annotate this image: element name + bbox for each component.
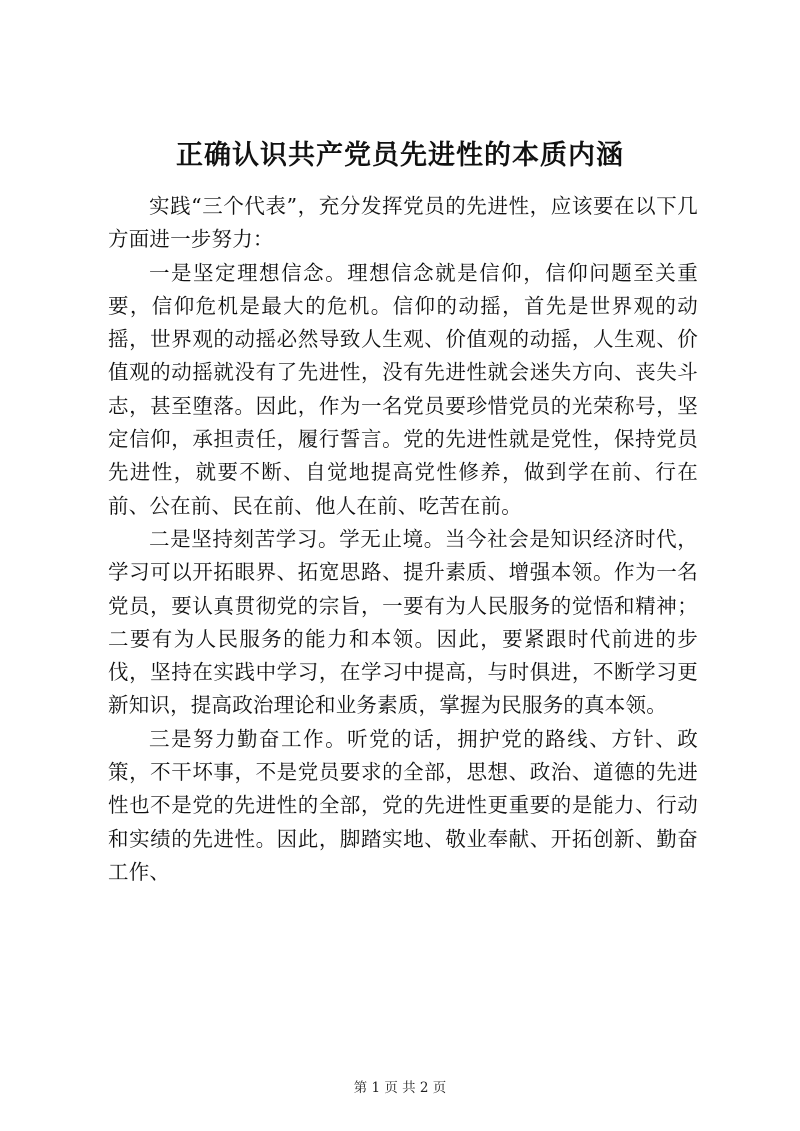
paragraph-study: 二是坚持刻苦学习。学无止境。当今社会是知识经济时代，学习可以开拓眼界、拓宽思路、提升素质、增强本领。作为一名党员，要认真贯彻党的宗旨，一要有为人民服务的觉悟和精神；二要有为人民服务的能力和本领。因此，要紧跟时代前进的步伐，坚持在实践中学习，在学习中提高，与时俱进，不断学习更新知识，提高政治理论和业务素质，掌握为民服务的真本领。 — [108, 526, 698, 718]
paragraph-diligent-work: 三是努力勤奋工作。听党的话，拥护党的路线、方针、政策，不干坏事，不是党员要求的全部，思想、政治、道德的先进性也不是党的先进性的全部，党的先进性更重要的是能力、行动和实绩的先进性。因此，脚踏实地、敬业奉献、开拓创新、勤奋工作、 — [108, 726, 698, 884]
paragraph-ideals-beliefs: 一是坚定理想信念。理想信念就是信仰，信仰问题至关重要，信仰危机是最大的危机。信仰的动摇，首先是世界观的动摇，世界观的动摇必然导致人生观、价值观的动摇，人生观、价值观的动摇就没有了先进性，没有先进性就会迷失方向、丧失斗志，甚至堕落。因此，作为一名党员要珍惜党员的光荣称号，坚定信仰，承担责任，履行誓言。党的先进性就是党性，保持党员先进性，就要不断、自觉地提高党性修养，做到学在前、行在前、公在前、民在前、他人在前、吃苦在前。 — [108, 260, 698, 518]
page-number-footer: 第 1 页 共 2 页 — [353, 1080, 447, 1096]
document-title: 正确认识共产党员先进性的本质内涵 — [176, 140, 624, 171]
document-body — [108, 190, 698, 889]
paragraph-intro: 实践“三个代表”，充分发挥党员的先进性，应该要在以下几方面进一步努力： — [108, 194, 698, 252]
